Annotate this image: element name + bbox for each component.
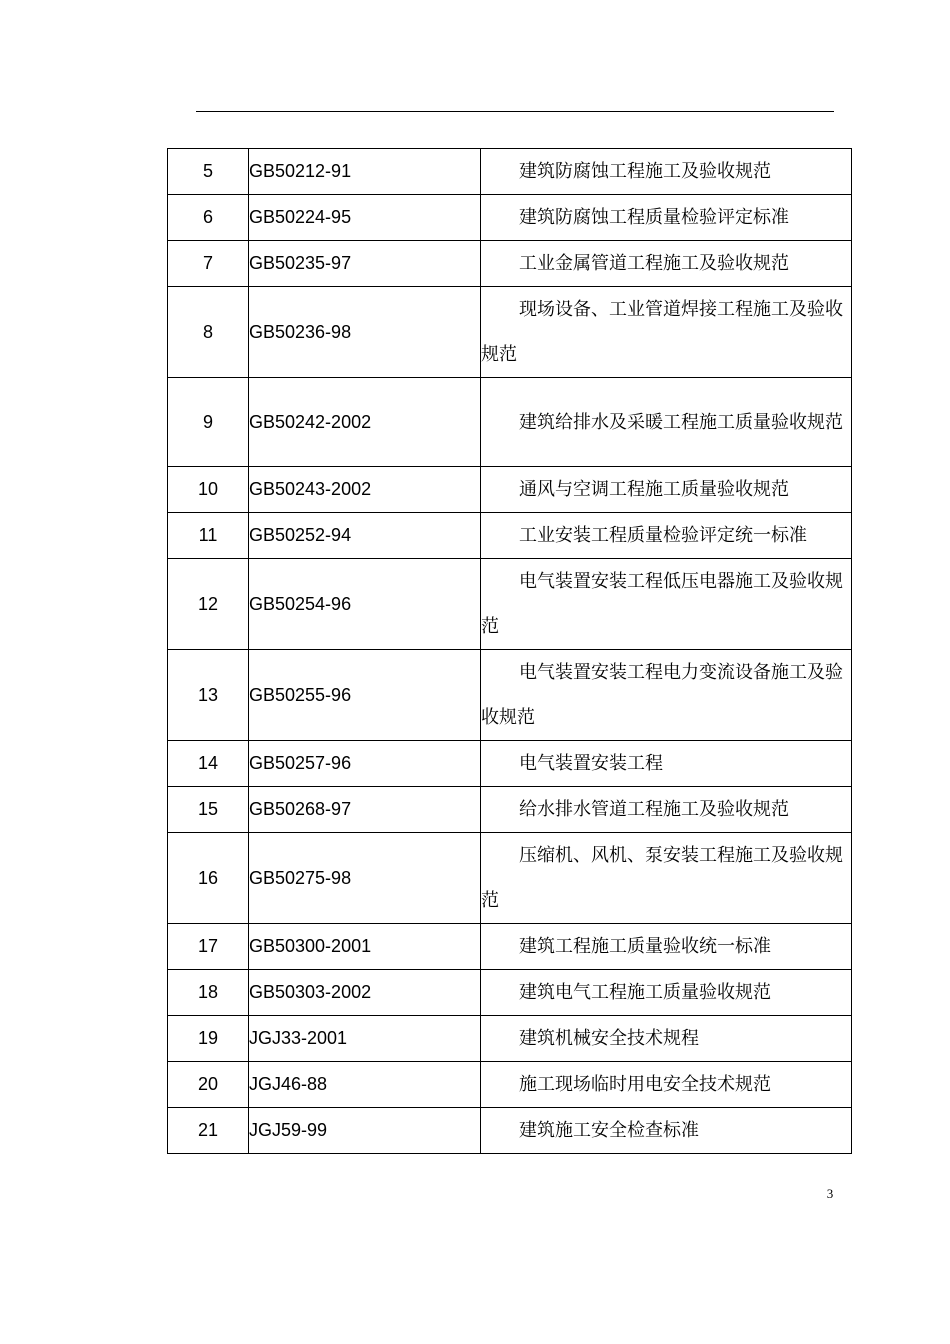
standard-name: 电气装置安装工程低压电器施工及验收规范	[481, 559, 852, 650]
standard-code: GB50252-94	[249, 513, 481, 559]
standard-code: GB50243-2002	[249, 467, 481, 513]
table-row	[168, 513, 852, 559]
standard-name: 建筑防腐蚀工程施工及验收规范	[481, 149, 852, 195]
standard-code: GB50275-98	[249, 833, 481, 924]
row-number: 15	[168, 787, 249, 833]
table-row	[168, 559, 852, 650]
row-number: 7	[168, 241, 249, 287]
table-row	[168, 241, 852, 287]
standard-code: JGJ33-2001	[249, 1016, 481, 1062]
table-row	[168, 1016, 852, 1062]
header-rule	[196, 111, 834, 112]
table-row	[168, 970, 852, 1016]
page-number: 3	[826, 1186, 834, 1201]
standard-name: 给水排水管道工程施工及验收规范	[481, 787, 852, 833]
row-number: 9	[168, 378, 249, 467]
standard-code: GB50268-97	[249, 787, 481, 833]
table-row	[168, 1062, 852, 1108]
standard-code: GB50235-97	[249, 241, 481, 287]
row-number: 17	[168, 924, 249, 970]
standard-code: GB50242-2002	[249, 378, 481, 467]
standard-name: 建筑工程施工质量验收统一标准	[481, 924, 852, 970]
standard-code: GB50257-96	[249, 741, 481, 787]
row-number: 12	[168, 559, 249, 650]
standard-name: 建筑电气工程施工质量验收规范	[481, 970, 852, 1016]
standard-code: GB50303-2002	[249, 970, 481, 1016]
standard-name: 现场设备、工业管道焊接工程施工及验收规范	[481, 287, 852, 378]
row-number: 21	[168, 1108, 249, 1154]
row-number: 6	[168, 195, 249, 241]
standard-name: 建筑机械安全技术规程	[481, 1016, 852, 1062]
standard-name: 工业金属管道工程施工及验收规范	[481, 241, 852, 287]
table-row	[168, 149, 852, 195]
standard-name: 建筑给排水及采暖工程施工质量验收规范	[481, 378, 852, 467]
standard-name: 工业安装工程质量检验评定统一标准	[481, 513, 852, 559]
standards-table	[167, 148, 852, 1154]
standard-code: JGJ46-88	[249, 1062, 481, 1108]
standard-code: JGJ59-99	[249, 1108, 481, 1154]
standard-code: GB50212-91	[249, 149, 481, 195]
row-number: 10	[168, 467, 249, 513]
table-row	[168, 833, 852, 924]
row-number: 19	[168, 1016, 249, 1062]
standard-name: 电气装置安装工程	[481, 741, 852, 787]
row-number: 18	[168, 970, 249, 1016]
standard-name: 建筑防腐蚀工程质量检验评定标准	[481, 195, 852, 241]
standard-code: GB50236-98	[249, 287, 481, 378]
table-row	[168, 378, 852, 467]
row-number: 14	[168, 741, 249, 787]
table-row	[168, 287, 852, 378]
row-number: 16	[168, 833, 249, 924]
row-number: 11	[168, 513, 249, 559]
table-row	[168, 1108, 852, 1154]
standard-name: 通风与空调工程施工质量验收规范	[481, 467, 852, 513]
table-row	[168, 787, 852, 833]
standard-name: 压缩机、风机、泵安装工程施工及验收规范	[481, 833, 852, 924]
table-row	[168, 195, 852, 241]
standard-code: GB50300-2001	[249, 924, 481, 970]
standard-code: GB50224-95	[249, 195, 481, 241]
standard-name: 电气装置安装工程电力变流设备施工及验收规范	[481, 650, 852, 741]
standard-code: GB50254-96	[249, 559, 481, 650]
standard-code: GB50255-96	[249, 650, 481, 741]
table-row	[168, 924, 852, 970]
standard-name: 施工现场临时用电安全技术规范	[481, 1062, 852, 1108]
row-number: 13	[168, 650, 249, 741]
table-row	[168, 467, 852, 513]
standard-name: 建筑施工安全检查标准	[481, 1108, 852, 1154]
table-row	[168, 650, 852, 741]
row-number: 5	[168, 149, 249, 195]
table-row	[168, 741, 852, 787]
row-number: 20	[168, 1062, 249, 1108]
row-number: 8	[168, 287, 249, 378]
